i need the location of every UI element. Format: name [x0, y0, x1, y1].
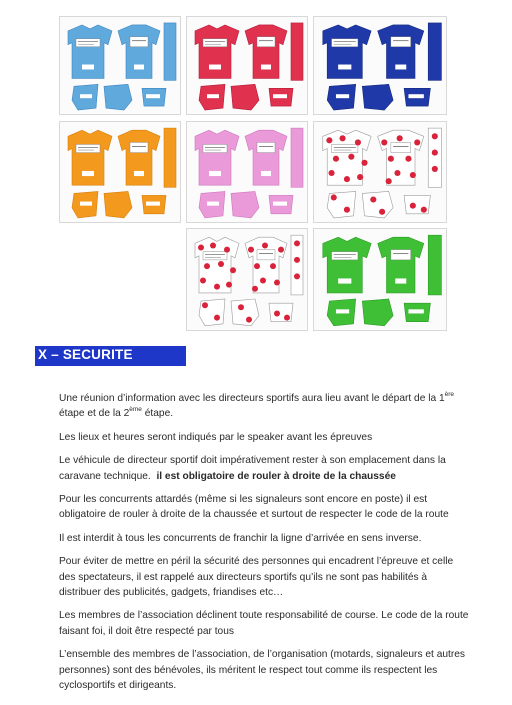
- paragraph-meeting: Une réunion d’information avec les directeurs sportifs aura lieu avant le départ de la 1ère étape et de la 2ème étape.: [59, 391, 455, 420]
- paragraph-late-riders: Pour les concurrents attardés (même si les signaleurs sont encore en poste) il est obligatoire de rouler à droite de la chaussée et surtout de respecter le code de la route: [59, 494, 449, 521]
- jersey-pattern-red: [187, 17, 308, 115]
- jersey-pattern-polka-2: [187, 229, 308, 331]
- jersey-panel-pink: [186, 121, 308, 223]
- jersey-panel-polka-2: [186, 228, 308, 331]
- jersey-pattern-navy: [314, 17, 447, 115]
- paragraph-speaker: Les lieux et heures seront indiqués par le speaker avant les épreuves: [59, 431, 373, 443]
- jersey-panel-navy: [313, 16, 447, 115]
- paragraph-vehicle: Le véhicule de directeur sportif doit impérativement rester à son emplacement dans la caravane technique. il est obligatoire de rouler à droite de la chaussée: [59, 455, 446, 482]
- paragraph-liability: Les membres de l’association déclinent toute responsabilité de course. Le code de la route faisant foi, il doit être respecté par tous: [59, 610, 469, 637]
- jersey-panel-polka-1: [313, 121, 447, 223]
- paragraph-advertising: Pour éviter de mettre en péril la sécurité des personnes qui encadrent l’épreuve et celle des spectateurs, il est rappelé aux directeurs sportifs qu’ils ne sont pas habilités à distribuer des publicités, gadgets, friandises etc…: [59, 556, 454, 599]
- jersey-panel-orange: [59, 121, 181, 223]
- jersey-panel-green: [313, 228, 447, 331]
- paragraph-volunteers: L’ensemble des membres de l’association, de l’organisation (motards, signaleurs et autres personnes) sont des bénévoles, ils méritent le respect tout comme ils respectent les cyclosportifs et dirigeants.: [59, 649, 466, 692]
- jersey-panel-red: [186, 16, 308, 115]
- jersey-pattern-polka-1: [314, 122, 447, 223]
- jersey-pattern-green: [314, 229, 447, 331]
- paragraph-finish-line: Il est interdit à tous les concurrents de franchir la ligne d’arrivée en sens inverse.: [59, 532, 422, 544]
- jersey-pattern-pink: [187, 122, 308, 223]
- jersey-pattern-blue: [60, 17, 181, 115]
- jersey-pattern-orange: [60, 122, 181, 223]
- security-rules-text: [59, 391, 469, 702]
- section-header-bar: [35, 346, 186, 366]
- jersey-panel-blue: [59, 16, 181, 115]
- section-title: X – SECURITE: [38, 347, 133, 362]
